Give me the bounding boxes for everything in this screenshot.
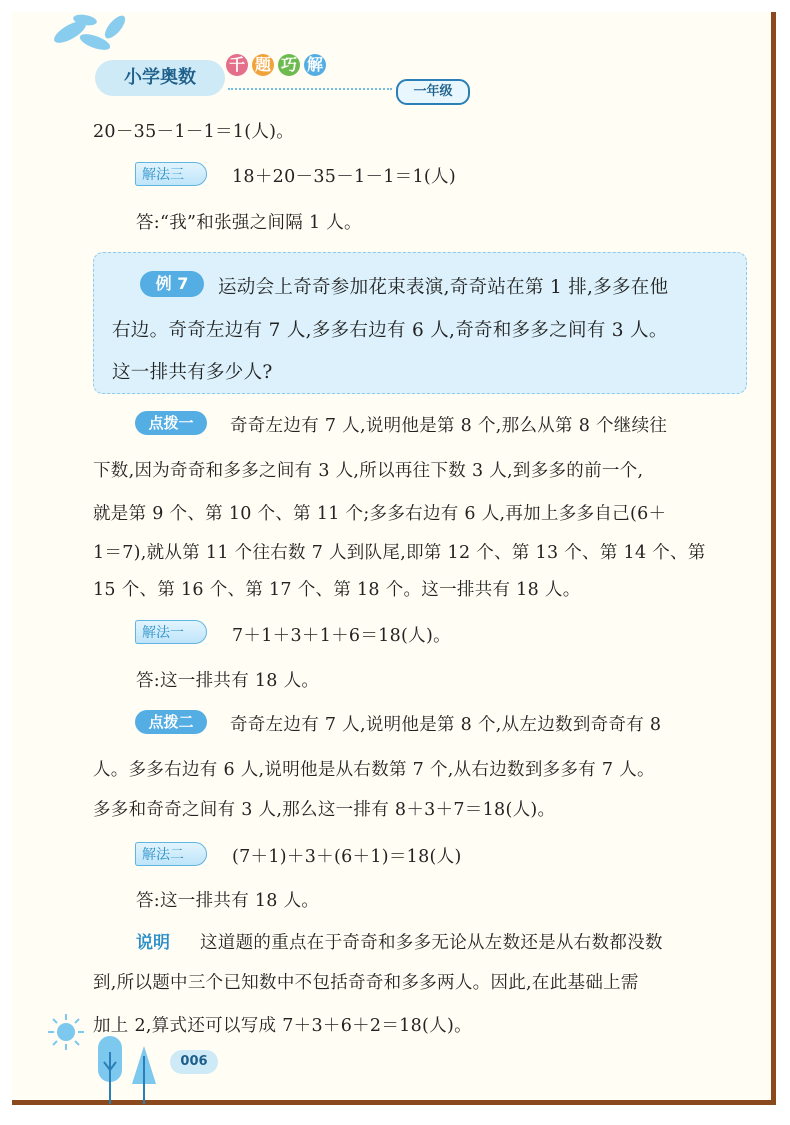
hint1-line: 15 个、第 16 个、第 17 个、第 18 个。这一排共有 18 人。 bbox=[93, 580, 581, 600]
subtitle-char: 巧 bbox=[278, 54, 300, 76]
method3-tag: 解法三 bbox=[135, 162, 207, 186]
tree-icon bbox=[92, 1032, 162, 1104]
example-line: 这一排共有多少人? bbox=[112, 362, 273, 383]
subtitle-char: 千 bbox=[226, 54, 248, 76]
hint1-line: 就是第 9 个、第 10 个、第 11 个;多多右边有 6 人,再加上多多自己(6＋ bbox=[93, 504, 667, 524]
header-ruler bbox=[228, 88, 392, 96]
method1-formula: 7＋1＋3＋1＋6＝18(人)。 bbox=[232, 626, 451, 646]
book-title: 小学奥数 bbox=[95, 60, 225, 96]
example-line: 右边。奇奇左边有 7 人,多多右边有 6 人,奇奇和多多之间有 3 人。 bbox=[112, 320, 668, 341]
hint1-line: 下数,因为奇奇和多多之间有 3 人,所以再往下数 3 人,到多多的前一个, bbox=[93, 461, 644, 481]
note-line: 这道题的重点在于奇奇和多多无论从左数还是从右数都没数 bbox=[200, 933, 663, 953]
note-tag: 说明 bbox=[136, 933, 170, 953]
sun-icon bbox=[46, 1012, 86, 1052]
book-subtitle bbox=[226, 54, 330, 76]
page-number: 006 bbox=[170, 1050, 218, 1074]
hint2-line: 人。多多右边有 6 人,说明他是从右数第 7 个,从右边数到多多有 7 人。 bbox=[93, 760, 655, 780]
grade-label: 一年级 bbox=[396, 79, 470, 105]
leaves-decoration bbox=[30, 12, 140, 67]
hint2-tag: 点拨二 bbox=[135, 710, 207, 734]
subtitle-char: 解 bbox=[304, 54, 326, 76]
note-line: 加上 2,算式还可以写成 7＋3＋6＋2＝18(人)。 bbox=[93, 1016, 472, 1036]
subtitle-char: 题 bbox=[252, 54, 274, 76]
answer-line: 答:这一排共有 18 人。 bbox=[136, 891, 320, 911]
example-line: 运动会上奇奇参加花束表演,奇奇站在第 1 排,多多在他 bbox=[218, 277, 669, 298]
hint2-line: 多多和奇奇之间有 3 人,那么这一排有 8＋3＋7＝18(人)。 bbox=[93, 800, 556, 820]
hint1-line: 奇奇左边有 7 人,说明他是第 8 个,那么从第 8 个继续往 bbox=[230, 416, 668, 436]
method2-formula: (7＋1)＋3＋(6＋1)＝18(人) bbox=[232, 847, 462, 867]
method1-tag: 解法一 bbox=[135, 620, 207, 644]
method2-tag: 解法二 bbox=[135, 842, 207, 866]
note-line: 到,所以题中三个已知数中不包括奇奇和多多两人。因此,在此基础上需 bbox=[93, 973, 639, 993]
hint2-line: 奇奇左边有 7 人,说明他是第 8 个,从左边数到奇奇有 8 bbox=[230, 715, 662, 735]
example-tag: 例 7 bbox=[140, 271, 204, 297]
method3-formula: 18＋20－35－1－1＝1(人) bbox=[232, 167, 456, 187]
answer-line: 答:这一排共有 18 人。 bbox=[136, 671, 320, 691]
hint1-tag: 点拨一 bbox=[135, 411, 207, 435]
hint1-line: 1＝7),就从第 11 个往右数 7 人到队尾,即第 12 个、第 13 个、第 14 个、第 bbox=[93, 543, 706, 563]
answer-line: 答:“我”和张强之间隔 1 人。 bbox=[136, 213, 362, 233]
text-line: 20－35－1－1＝1(人)。 bbox=[93, 122, 295, 142]
